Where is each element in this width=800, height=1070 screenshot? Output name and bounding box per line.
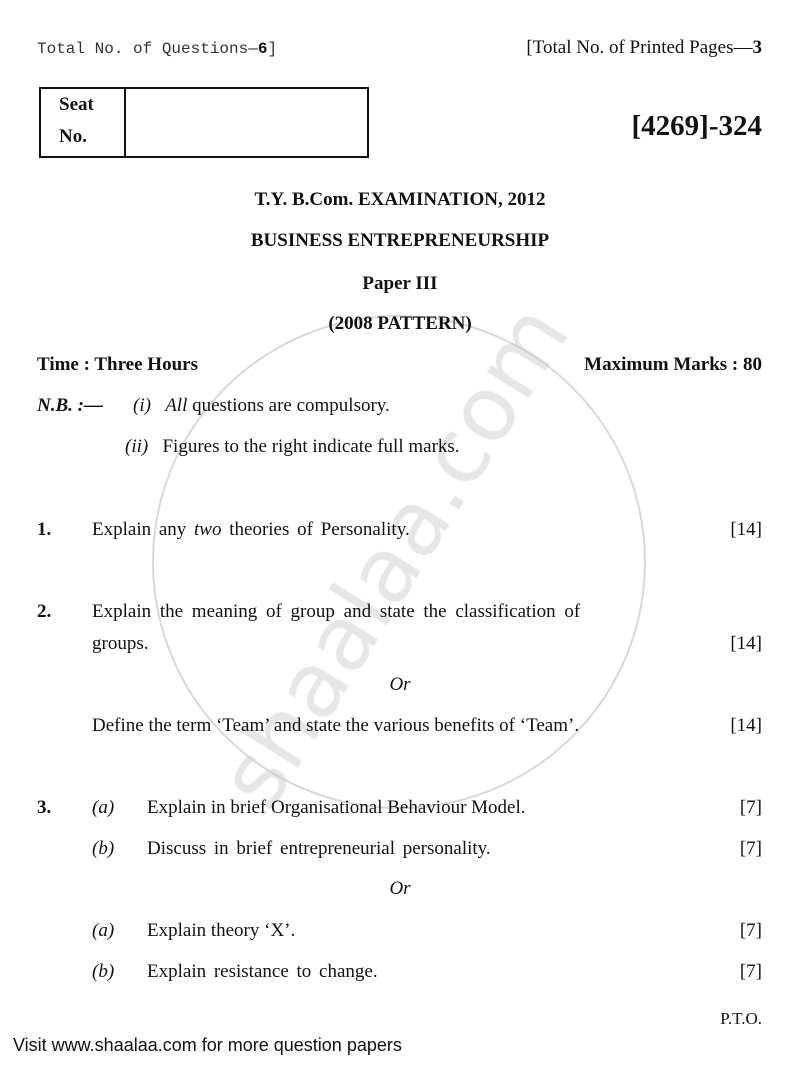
subject-title: BUSINESS ENTREPRENEURSHIP bbox=[250, 230, 550, 251]
q3-alt-b-text: Explain resistance to change. bbox=[147, 961, 378, 982]
seat-label bbox=[41, 89, 126, 156]
pto: P.T.O. bbox=[720, 1009, 762, 1028]
q2-text-line2: groups. bbox=[92, 633, 149, 654]
seat-number-box bbox=[39, 87, 369, 158]
paper-code: [4269]-324 bbox=[631, 110, 762, 142]
pattern: (2008 PATTERN) bbox=[328, 313, 472, 334]
q1-number: 1. bbox=[37, 519, 52, 540]
q3b-label: (b) bbox=[92, 838, 115, 859]
q2-or: Or bbox=[389, 674, 411, 695]
q3b-text: Discuss in brief entrepreneurial personality. bbox=[147, 838, 491, 859]
q3-alt-b-label: (b) bbox=[92, 961, 115, 982]
seat-label-line2: No. bbox=[59, 126, 87, 147]
q1-marks: [14] bbox=[730, 519, 762, 540]
q2-alt-text: Define the term ‘Team’ and state the various benefits of ‘Team’. bbox=[92, 715, 580, 736]
q2-number: 2. bbox=[37, 601, 52, 622]
nb-item-2: (ii) Figures to the right indicate full marks. bbox=[125, 436, 460, 457]
q3a-text: Explain in brief Organisational Behaviour Model. bbox=[147, 797, 526, 818]
q3a-marks: [7] bbox=[739, 797, 762, 818]
seat-label-line1: Seat bbox=[59, 94, 94, 115]
q3-alt-b-marks: [7] bbox=[739, 961, 762, 982]
q3-or: Or bbox=[389, 878, 411, 899]
q3a-label: (a) bbox=[92, 797, 115, 818]
time-label: Time : Three Hours bbox=[37, 354, 198, 375]
paper-number: Paper III bbox=[362, 273, 438, 294]
q2-marks: [14] bbox=[730, 633, 762, 654]
q3-alt-a-label: (a) bbox=[92, 920, 115, 941]
nb-item-1: (i) All questions are compulsory. bbox=[133, 395, 390, 416]
q3b-marks: [7] bbox=[739, 838, 762, 859]
q3-number: 3. bbox=[37, 797, 52, 818]
printed-pages: [Total No. of Printed Pages—3 bbox=[526, 37, 762, 58]
q3-alt-a-text: Explain theory ‘X’. bbox=[147, 920, 296, 941]
q3-alt-a-marks: [7] bbox=[739, 920, 762, 941]
q1-text: Explain any two theories of Personality. bbox=[92, 519, 410, 540]
max-marks: Maximum Marks : 80 bbox=[584, 354, 762, 375]
q2-alt-marks: [14] bbox=[730, 715, 762, 736]
footer-link-text[interactable]: Visit www.shaalaa.com for more question papers bbox=[13, 1035, 402, 1055]
total-questions: Total No. of Questions—6] bbox=[37, 40, 278, 58]
q2-text-line1: Explain the meaning of group and state the classification of bbox=[92, 601, 581, 622]
nb-label: N.B. :— bbox=[37, 395, 103, 416]
exam-title: T.Y. B.Com. EXAMINATION, 2012 bbox=[254, 189, 546, 210]
